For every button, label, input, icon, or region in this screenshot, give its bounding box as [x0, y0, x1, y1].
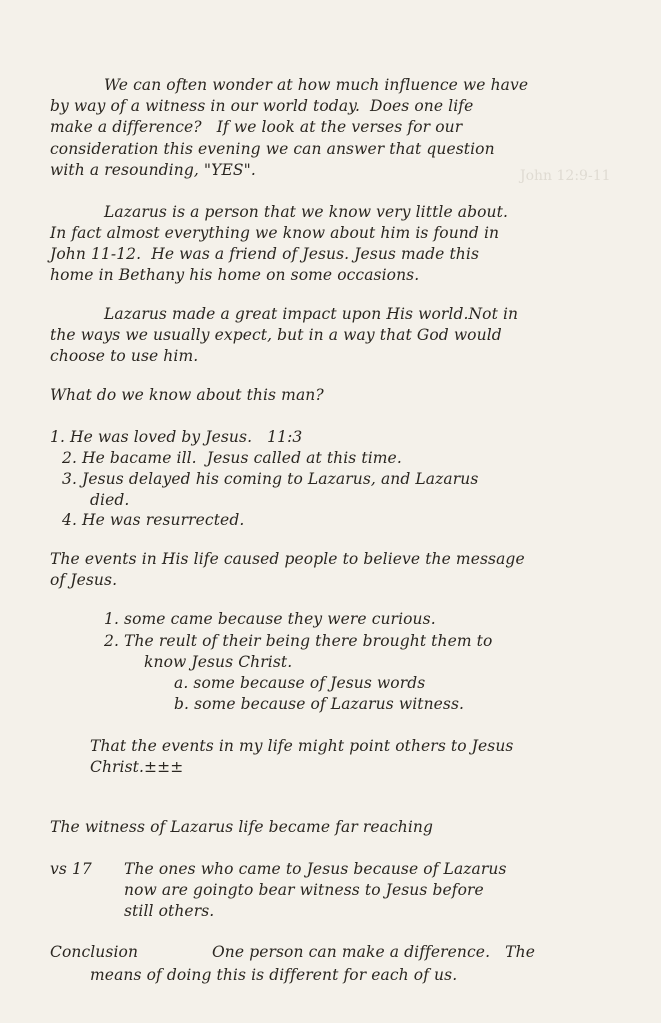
list1-item-2: 2. He bacame ill. Jesus called at this time.: [62, 449, 402, 467]
list1-item-3: 3. Jesus delayed his coming to Lazarus, and Lazarus: [62, 470, 479, 488]
list2-sub-a: a. some because of Jesus words: [174, 674, 426, 692]
list1-item-3-cont: died.: [90, 491, 130, 509]
vs17-label: vs 17: [50, 860, 92, 878]
p1-line-2: by way of a witness in our world today. Does one life: [50, 97, 474, 115]
p1-line-3: make a difference? If we look at the verses for our: [50, 118, 463, 136]
p3-line-3: choose to use him.: [50, 347, 199, 365]
point-line-2: Christ.±±±: [90, 758, 184, 776]
vs17-line-2: now are goingto bear witness to Jesus before: [124, 881, 484, 899]
list1-item-4: 4. He was resurrected.: [62, 511, 245, 529]
list2-item-2: 2. The reult of their being there brought them to: [104, 632, 493, 650]
bleed-through-text: John 12:9-11: [520, 168, 611, 184]
conclusion-line-1: One person can make a difference. The: [212, 943, 535, 961]
p1-line-5: with a resounding, "YES".: [50, 161, 256, 179]
conclusion-label: Conclusion: [50, 943, 139, 961]
list1-item-1: 1. He was loved by Jesus. 11:3: [50, 428, 303, 446]
p2-line-3: John 11-12. He was a friend of Jesus. Jesus made this: [50, 245, 480, 263]
events-line-2: of Jesus.: [50, 571, 118, 589]
list2-item-1: 1. some came because they were curious.: [104, 610, 436, 628]
p2-line-4: home in Bethany his home on some occasions.: [50, 266, 420, 284]
question: What do we know about this man?: [50, 386, 324, 404]
vs17-line-1: The ones who came to Jesus because of Lazarus: [124, 860, 507, 878]
vs17-line-3: still others.: [124, 902, 215, 920]
p3-line-2: the ways we usually expect, but in a way that God would: [50, 326, 502, 344]
events-line-1: The events in His life caused people to believe the message: [50, 550, 525, 568]
p2-line-2: In fact almost everything we know about him is found in: [50, 224, 500, 242]
list2-sub-b: b. some because of Lazarus witness.: [174, 695, 465, 713]
p3-line-1: Lazarus made a great impact upon His world.Not in: [104, 305, 519, 323]
witness-line: The witness of Lazarus life became far reaching: [50, 818, 434, 836]
conclusion-line-2: means of doing this is different for each of us.: [90, 966, 458, 984]
p1-line-4: consideration this evening we can answer that question: [50, 140, 495, 158]
point-line-1: That the events in my life might point others to Jesus: [90, 737, 514, 755]
list2-item-2-cont: know Jesus Christ.: [144, 653, 293, 671]
p2-line-1: Lazarus is a person that we know very little about.: [104, 203, 508, 221]
p1-line-1: We can often wonder at how much influence we have: [104, 76, 529, 94]
